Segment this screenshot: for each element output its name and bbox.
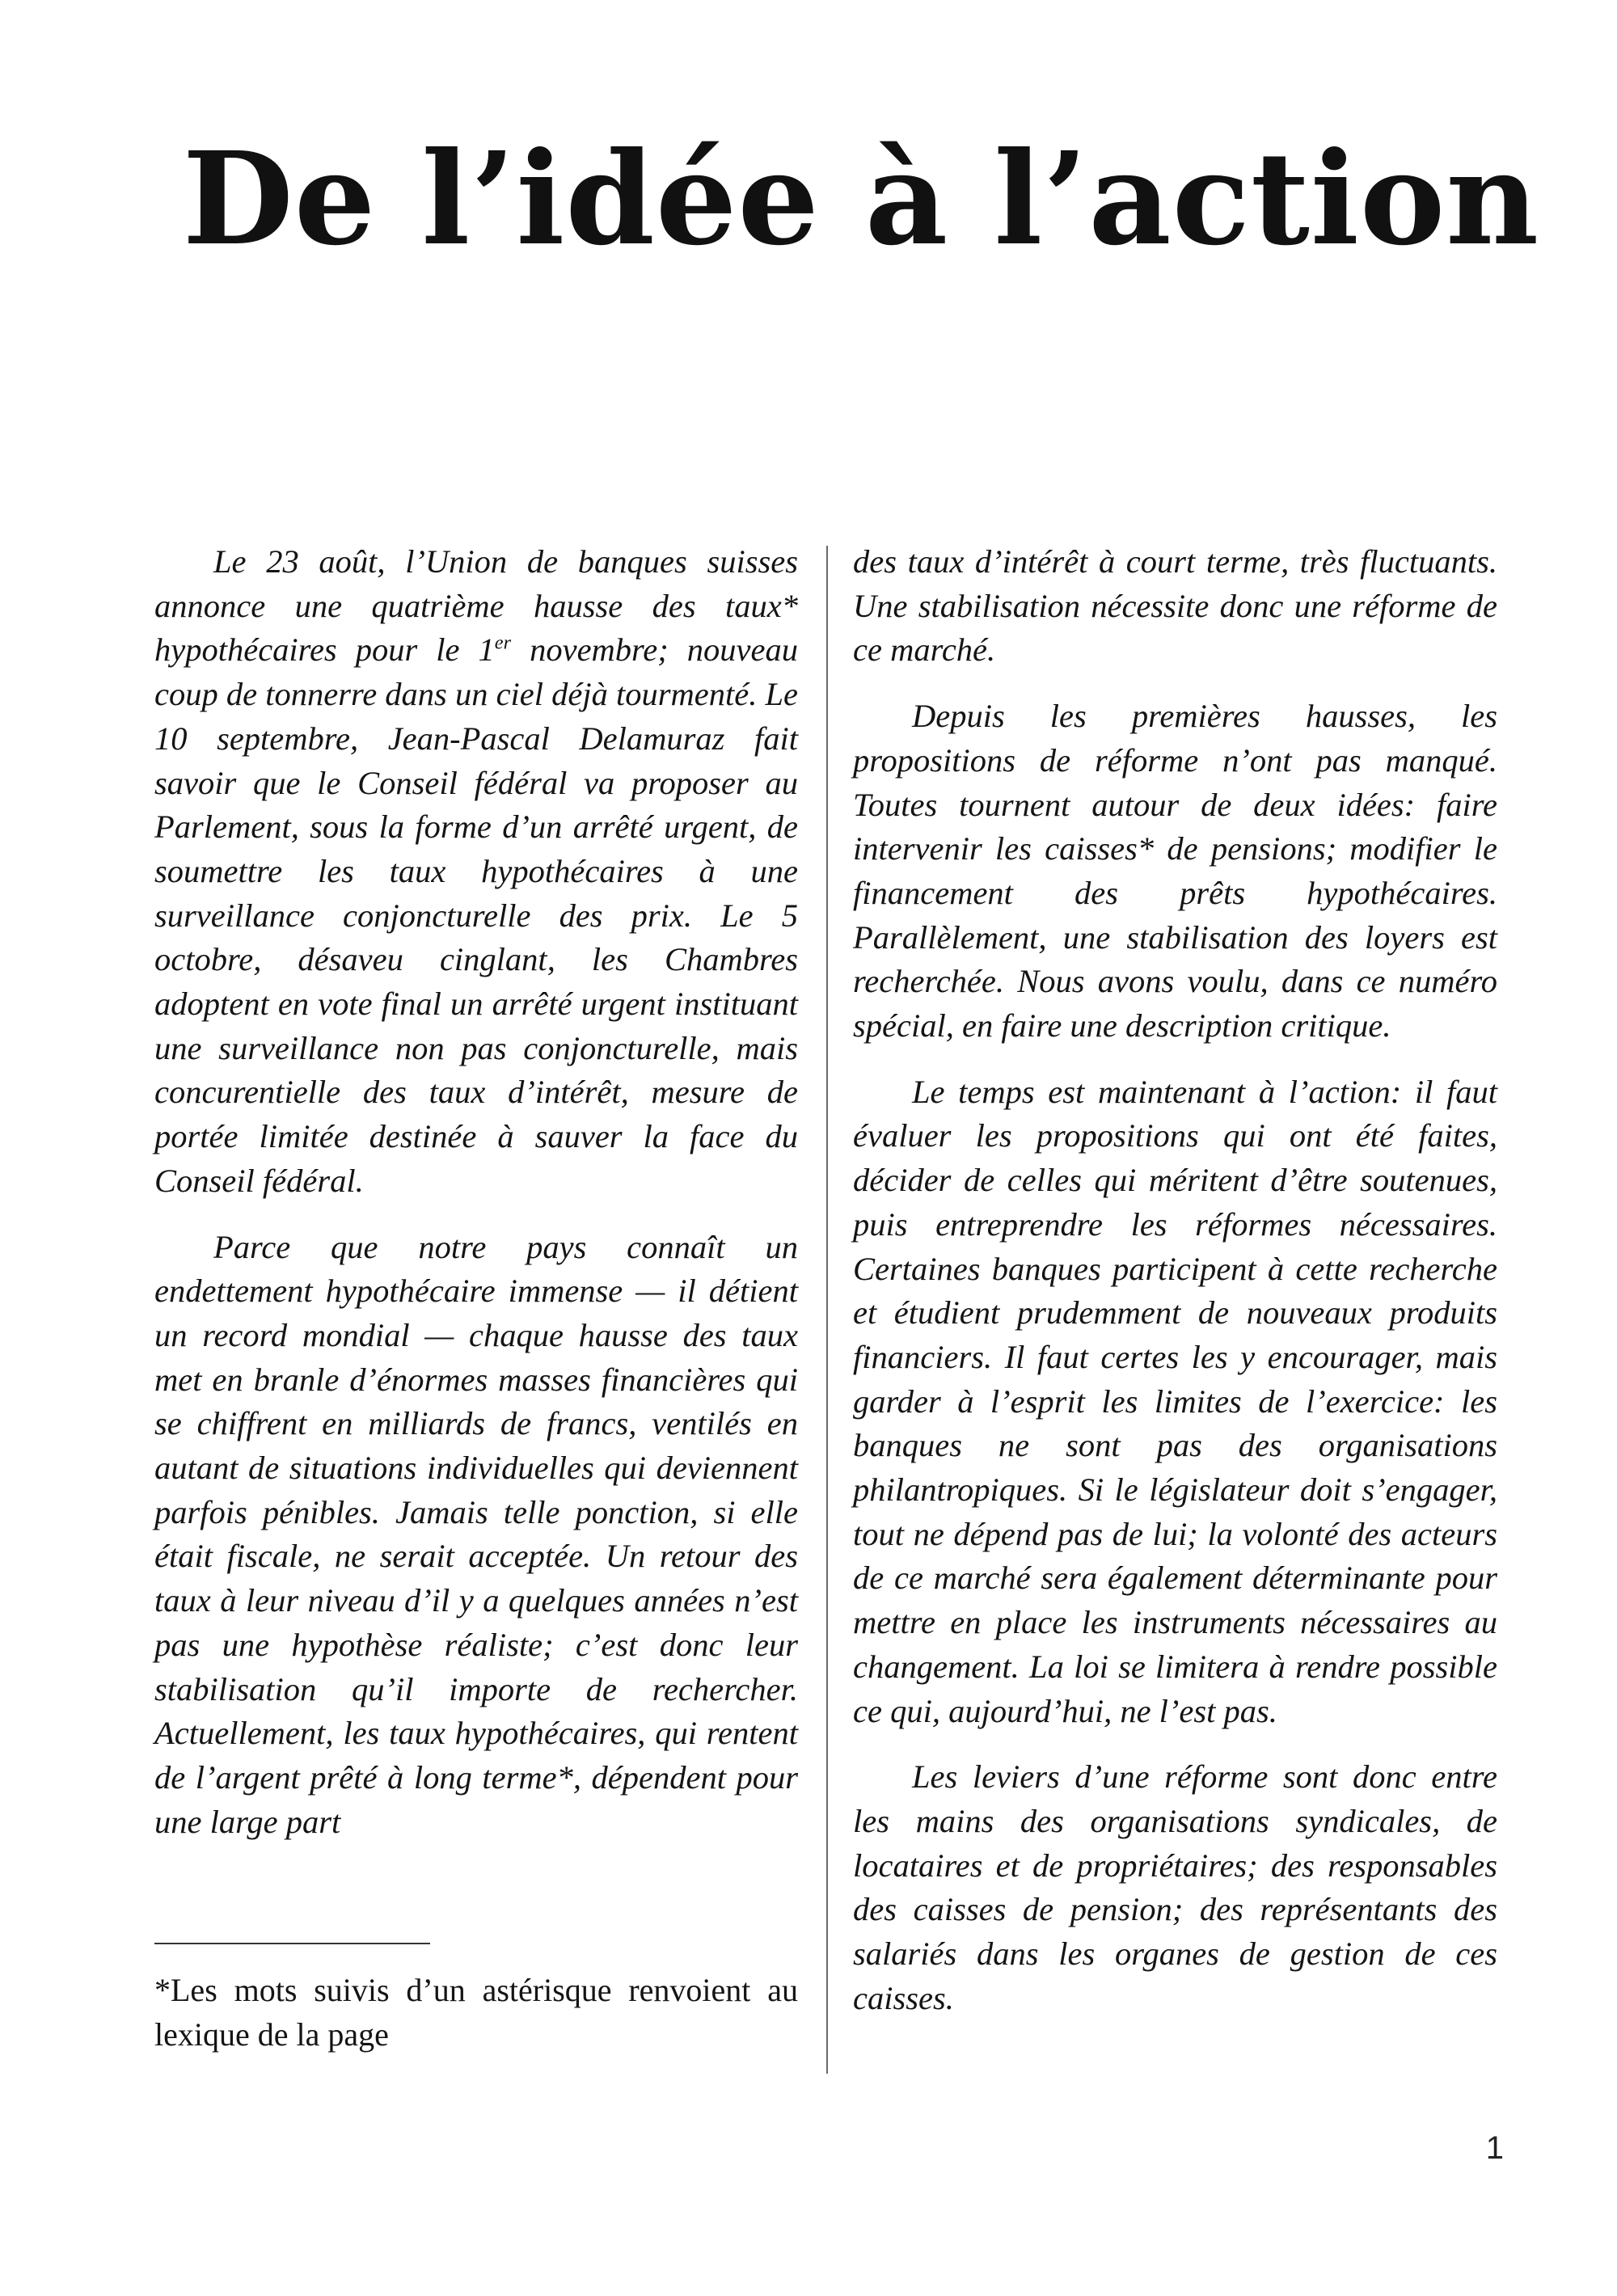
paragraph-text: novembre; nouveau coup de tonnerre dans un ciel déjà tourmenté. Le 10 septembre, Jean-Pascal Delamuraz fait savoir que le Conseil fédéral va proposer au Parlement, sous la forme d’un arrêté urgent, de soumettre les taux hypothécaires à une surveillance conjoncturelle des prix. Le 5 octobre, désaveu cinglant, les Chambres adoptent en vote final un arrêté urgent instituant une surveillance non pas conjoncturelle, mais concurentielle des taux d’intérêt, mesure de portée limitée destinée à sauver la face du Conseil fédéral. <box>154 631 798 1199</box>
column-divider <box>826 546 828 2074</box>
paragraph-continuation: des taux d’intérêt à court terme, très fluctuants. Une stabilisation nécessite donc une réforme de ce marché. <box>853 543 1497 669</box>
paragraph: Le temps est maintenant à l’action: il faut évaluer les propositions qui ont été faites, décider de celles qui méritent d’être soutenues, puis entreprendre les réformes nécessaires. Certaines banques participent à cette recherche et étudient prudemment de nouveaux produits financiers. Il faut certes les y encourager, mais garder à l’esprit les limites de l’exercice: les banques ne sont pas des organisations philantropiques. Si le législateur doit s’engager, tout ne dépend pas de lui; la volonté des acteurs de ce marché sera également déterminante pour mettre en place les instruments nécessaires au changement. La loi se limitera à rendre possible ce qui, aujourd’hui, ne l’est pas. <box>853 1073 1497 1729</box>
paragraph <box>154 540 798 1204</box>
paragraph: Depuis les premières hausses, les propositions de réforme n’ont pas manqué. Toutes tournent autour de deux idées: faire intervenir les caisses* de pensions; modifier le financement des prêts hypothécaires. Parallèlement, une stabilisation des loyers est recherchée. Nous avons voulu, dans ce numéro spécial, en faire une description critique. <box>853 698 1497 1045</box>
right-column <box>853 540 1497 2043</box>
paragraph-text: Le 23 août, l’Union de banques suisses annonce une quatrième hausse des taux* hypothécaires pour le 1 <box>154 543 798 669</box>
paragraph: Les leviers d’une réforme sont donc entre les mains des organisations syndicales, de locataires et de propriétaires; des responsables des caisses de pension; des représentants des salariés dans les organes de gestion de ces caisses. <box>853 1758 1497 2016</box>
page-number: 1 <box>1485 2130 1504 2166</box>
footnote: *Les mots suivis d’un astérisque renvoient au lexique de la page <box>154 1972 798 2053</box>
page-title: De l’idée à l’action <box>182 125 1540 274</box>
left-column <box>154 540 798 1866</box>
paragraph: Parce que notre pays connaît un endettement hypothécaire immense — il détient un record mondial — chaque hausse des taux met en branle d’énormes masses financières qui se chiffrent en milliards de francs, ventilés en autant de situations individuelles qui deviennent parfois pénibles. Jamais telle ponction, si elle était fiscale, ne serait acceptée. Un retour des taux à leur niveau d’il y a quelques années n’est pas une hypothèse réaliste; c’est donc leur stabilisation qu’il importe de rechercher. Actuellement, les taux hypothécaires, qui rentent de l’argent prêté à long terme*, dépendent pour une large part <box>154 1228 798 1840</box>
superscript: er <box>494 631 512 654</box>
footnote-rule <box>154 1943 430 1944</box>
